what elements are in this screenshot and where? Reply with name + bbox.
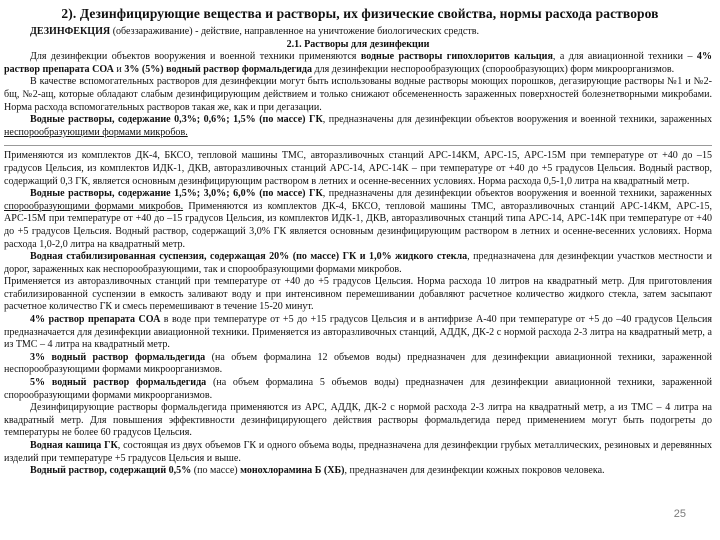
definition-text: - действие, направленное на уничтожение биологических средств. <box>192 26 480 37</box>
section-heading: 2.1. Растворы для дезинфекции <box>286 38 430 50</box>
paragraph-2: В качестве вспомогательных растворов для дезинфекции могут быть использованы водные растворы моющих порошков, дегазирующие растворы №1 и №2- бщ, №2-ащ, которые обладают слабым дезинфицирующим действием и только снижают обсемененность зараженных поверхностей болезнетворными микробами. Норма расхода вспомогательных растворов такая же, как и при дегазации. <box>4 76 712 113</box>
definition-term: ДЕЗИНФЕКЦИЯ <box>30 26 111 37</box>
document-body <box>4 26 712 478</box>
definition-note: (обеззараживание) <box>112 26 193 37</box>
page-number: 25 <box>673 508 686 520</box>
paragraph-9: 3% водный раствор формальдегида (на объем формалина 12 объемов воды) предназначен для дезинфекции авиационной техники, зараженной неспорообразующими формами микроорганизмов. <box>4 351 712 376</box>
paragraph-1: Для дезинфекции объектов вооружения и военной техники применяются водные растворы гипохлоритов кальция, а для авиационной техники – 4% раствор препарата СОА и 3% (5%) водный раствор формальдегида для дезинфекции неспорообразующих (спорообразующих) форм микроорганизмов. <box>4 51 712 75</box>
paragraph-13: Водный раствор, содержащий 0,5% (по массе) монохлорамина Б (ХБ), предназначен для дезинфекции кожных покровов человека. <box>30 465 605 477</box>
paragraph-8: 4% раствор препарата СОА в воде при температуре от +5 до +15 градусов Цельсия и в антифризе А-40 при температуре от +5 до –40 градусов Цельсия предназначается для дезинфекции авиационной техники. Применяется из авторазливочных станций, АДДК, ДК-2 с нормой расхода 2-3 литра на квадратный метр, а из ТМС – 4 литра на квадратный метр. <box>4 314 712 351</box>
divider <box>4 145 712 146</box>
definition-paragraph <box>4 26 712 39</box>
paragraph-5: Водные растворы, содержание 1,5%; 3,0%; 6,0% (по массе) ГК, предназначены для дезинфекции объектов вооружения и военной техники, зараженных спорообразующими формами микробов. Применяются из комплектов ДК-4, БКСО, тепловой машины ТМС, авторазливочных станций АРС-14КМ, АРС-15, АРС-15М при температуре от +40 до –15 градусов Цельсия, из комплектов ИДК-1, ДКВ, авторазливочных станций типа АРС-14, АРС-14К при температуре от +40 до +5 градусов Цельсия. Водный раствор, содержащий 3,0% ГК является основным дезинфицирующим раствором в летних и осенне-весенних условиях. Норма расхода 1,0-2,0 литра на квадратный метр. <box>4 188 712 250</box>
paragraph-10: 5% водный раствор формальдегида (на объем формалина 5 объемов воды) предназначен для дезинфекции авиационной техники, зараженной спорообразующими формами микроорганизмов. <box>4 377 712 401</box>
paragraph-11: Дезинфицирующие растворы формальдегида применяются из АРС, АДДК, ДК-2 с нормой расхода 2-3 литра на квадратный метр, а из ТМС – 4 литра на квадратный метр. Для повышения эффективности дезинфицирующего действия растворы формальдегида перед применением могут быть подогреты до температуры не более 60 градусов Цельсия. <box>4 402 712 439</box>
slide-title: 2). Дезинфицирующие вещества и растворы, их физические свойства, нормы расхода растворов <box>61 6 659 21</box>
paragraph-7: Применяется из авторазливочных станций при температуре от +40 до +5 градусов Цельсия. Норма расхода 10 литров на квадратный метр. Для приготовления стабилизированной суспензии в емкость заливают воду и при интенсивном перемешивании добавляют расчетное количество жидкого стекла, затем засыпают расчетное количество ГК и смесь перемешивают в течение 15-20 минут. <box>4 276 712 313</box>
paragraph-3: Водные растворы, содержание 0,3%; 0,6%; 1,5% (по массе) ГК, предназначены для дезинфекции объектов вооружения и военной техники, зараженных неспорообразующими формами микробов. <box>4 114 712 138</box>
paragraph-4: Применяются из комплектов ДК-4, БКСО, тепловой машины ТМС, авторазливочных станций АРС-14КМ, АРС-15, АРС-15М при температуре от +40 до –15 градусов Цельсия, из комплектов ИДК-1, ДКВ, авторазливочных станций АРС-14, АРС-14К – при температуре от +40 до +5 градусов Цельсия. Водный раствор, содержащий 0,3 ГК, является основным дезинфицирующим раствором в летних и осенне-весенних условиях. Норма расхода 0,5-1,0 литра на квадратный метр. <box>4 150 712 187</box>
paragraph-12: Водная кашица ГК, состоящая из двух объемов ГК и одного объема воды, предназначена для дезинфекции грубых металлических, резиновых и деревянных изделий при температуре +5 градусов Цельсия и выше. <box>4 440 712 464</box>
paragraph-6: Водная стабилизированная суспензия, содержащая 20% (по массе) ГК и 1,0% жидкого стекла, предназначена для дезинфекции участков местности и дорог, зараженных как неспорообразующими, так и спорообразующими формами микробов. <box>4 251 712 275</box>
